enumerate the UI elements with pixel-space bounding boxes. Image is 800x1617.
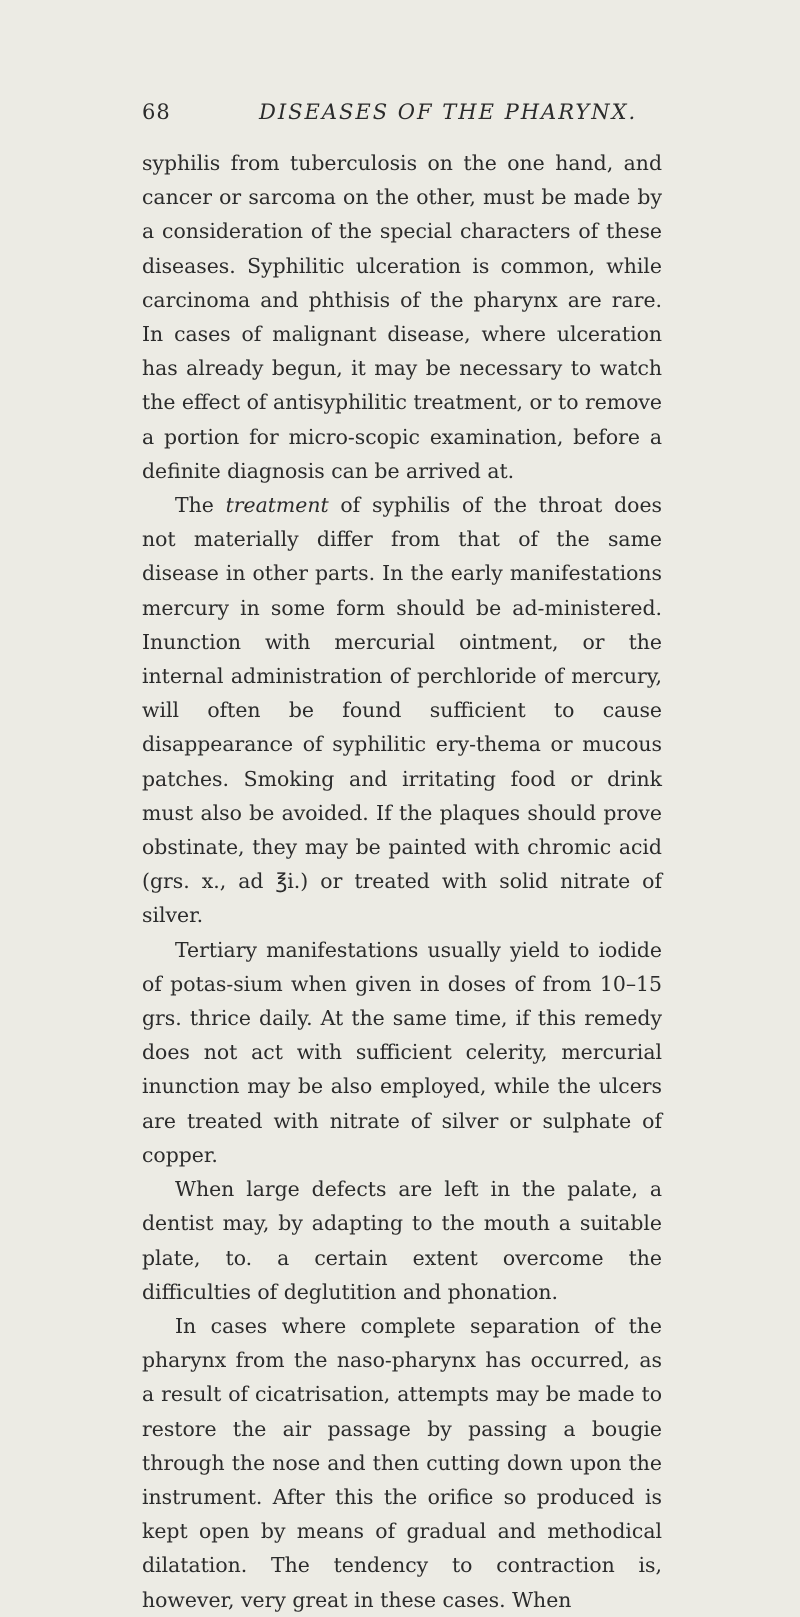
treatment-emphasis: treatment [225,493,329,518]
paragraph-palate-defects [142,1172,662,1309]
paragraph-text: When large defects are left in the palate, a dentist may, by adapting to the mouth a suitable plate, to. a certain extent overcome the difficulties of deglutition and phonation. [142,1177,662,1304]
paragraph-text: In cases where complete separation of the pharynx from the naso-pharynx has occurred, as a result of cicatrisation, attempts may be made to restore the air passage by passing a bougie through the nose and then cutting down upon the instrument. After this the orifice so produced is kept open by means of gradual and methodical dilatation. The tendency to contraction is, however, very great in these cases. When [142,1313,662,1612]
paragraph-lead: The [175,493,226,518]
running-title: DISEASES OF THE PHARYNX. [259,100,638,124]
paragraph-treatment [142,488,662,933]
page-number: 68 [142,100,171,124]
body-text [142,146,662,1617]
paragraph-separation [142,1309,662,1617]
paragraph-text: of syphilis of the throat does not materially differ from that of the same disease in other parts. In the early manifestations mercury in some form should be ad-ministered. Inunction with mercurial ointment, or the internal administration of perchloride of mercury, will often be found sufficient to cause disappearance of syphilitic ery-thema or mucous patches. Smoking and irritating food or drink must also be avoided. If the plaques should prove obstinate, they may be painted with chromic acid (grs. x., ad ℥i.) or treated with solid nitrate of silver. [142,493,662,928]
page-header [142,100,662,134]
paragraph-differential-diagnosis [142,146,662,488]
paragraph-text: Tertiary manifestations usually yield to iodide of potas-sium when given in doses of from 10–15 grs. thrice daily. At the same time, if this remedy does not act with sufficient celerity, mercurial inunction may be also employed, while the ulcers are treated with nitrate of silver or sulphate of copper. [142,937,662,1167]
paragraph-tertiary [142,933,662,1172]
paragraph-text: syphilis from tuberculosis on the one hand, and cancer or sarcoma on the other, must be made by a consideration of the special characters of these diseases. Syphilitic ulceration is common, while carcinoma and phthisis of the pharynx are rare. In cases of malignant disease, where ulceration has already begun, it may be necessary to watch the effect of antisyphilitic treatment, or to remove a portion for micro-scopic examination, before a definite diagnosis can be arrived at. [142,151,662,483]
